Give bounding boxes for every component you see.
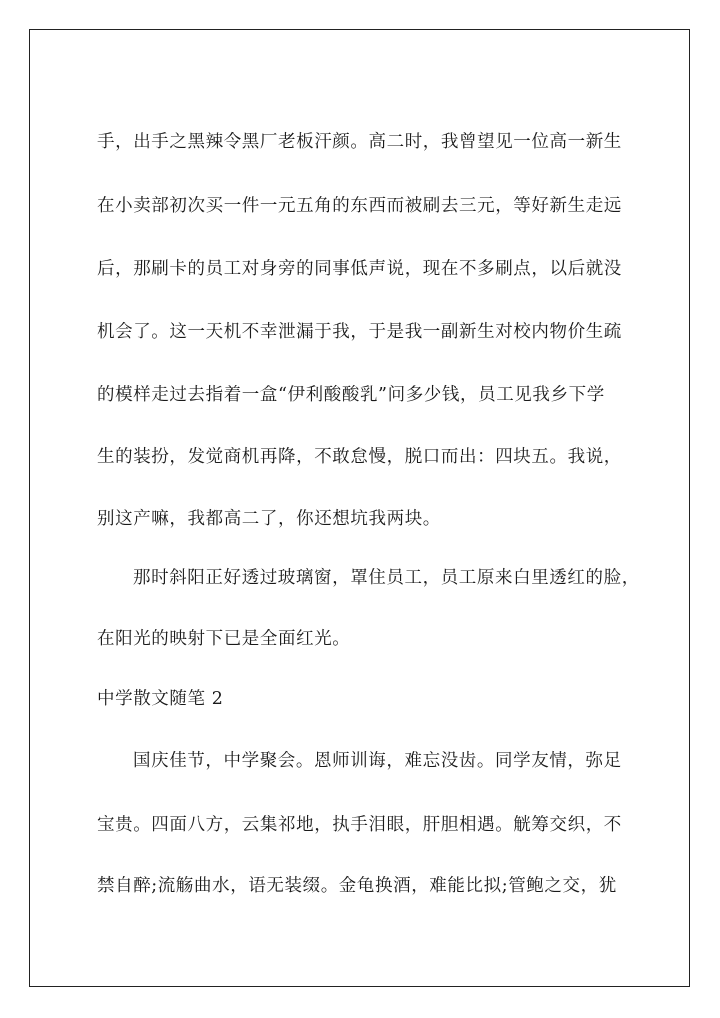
section-heading: 中学散文随笔 2 (97, 689, 224, 709)
paragraph-line: 后，那刷卡的员工对身旁的同事低声说，现在不多刷点，以后就没 (97, 259, 622, 279)
paragraph-line: 宝贵。四面八方，云集祁地，执手泪眼，肝胆相遇。觥筹交织，不 (97, 815, 622, 835)
paragraph-line: 在小卖部初次买一件一元五角的东西而被刷去三元，等好新生走远 (97, 196, 622, 216)
paragraph-line: 的模样走过去指着一盒“伊利酸酸乳”问多少钱，员工见我乡下学 (97, 385, 605, 405)
paragraph-line: 手，出手之黑辣令黑厂老板汗颜。高二时，我曾望见一位高一新生 (97, 132, 622, 152)
paragraph-line: 机会了。这一天机不幸泄漏于我，于是我一副新生对校内物价生疏 (97, 322, 622, 342)
paragraph-line: 国庆佳节，中学聚会。恩师训诲，难忘没齿。同学友情，弥足 (133, 751, 622, 771)
paragraph-line: 那时斜阳正好透过玻璃窗，罩住员工，员工原来白里透红的脸， (133, 568, 640, 588)
paragraph-line: 别这产嘛，我都高二了，你还想坑我两块。 (97, 509, 441, 529)
paragraph-line: 在阳光的映射下已是全面红光。 (97, 629, 351, 649)
paragraph-line: 禁自醉;流觞曲水，语无装缀。金龟换酒，难能比拟;管鲍之交，犹 (97, 876, 617, 896)
paragraph-line: 生的装扮，发觉商机再降，不敢怠慢，脱口而出：四块五。我说， (97, 447, 622, 467)
